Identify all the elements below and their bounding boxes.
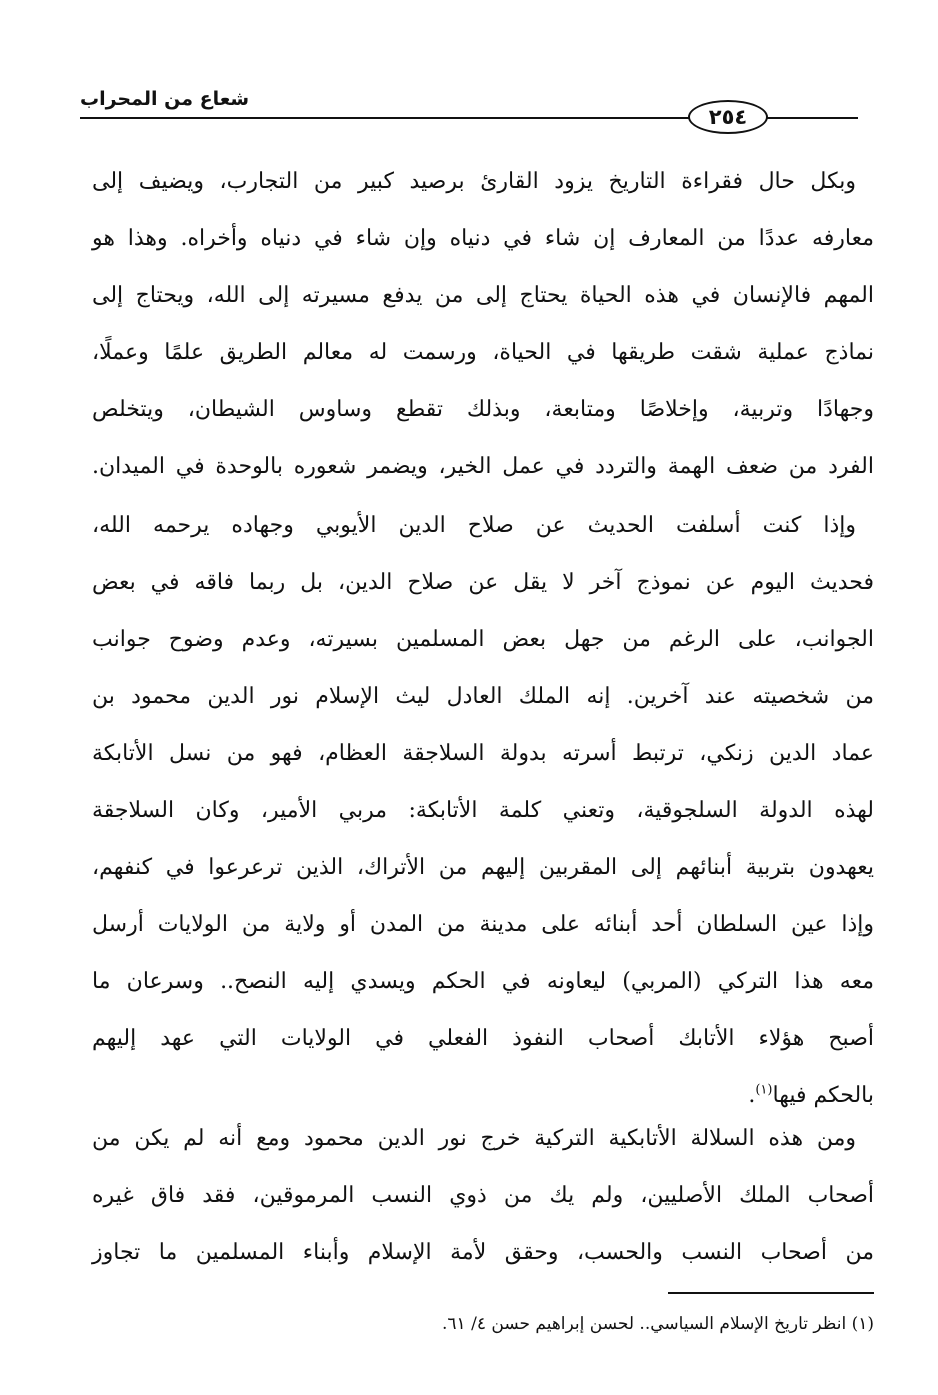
text-line: نماذج عملية شقت طريقها في الحياة، ورسمت له معالم الطريق علمًا وعملًا،	[92, 340, 874, 365]
paragraph-1	[92, 153, 874, 495]
text-line: ومن هذه السلالة الأتابكية التركية خرج نور الدين محمود ومع أنه لم يكن من	[92, 1126, 856, 1151]
text-line: فحديث اليوم عن نموذج آخر لا يقل عن صلاح الدين، بل ربما فاقه في بعض	[92, 570, 874, 595]
sentence-end: .	[748, 1083, 756, 1108]
footnote-rule	[668, 1292, 874, 1294]
text-line: من شخصيته عند آخرين. إنه الملك العادل ليث الإسلام نور الدين محمود بن	[92, 684, 874, 709]
paragraph-2	[92, 497, 874, 1124]
text-line: وإذا عين السلطان أحد أبنائه على مدينة من المدن أو ولاية من الولايات أرسل	[92, 912, 875, 937]
text-line: أصبح هؤلاء الأتابك أصحاب النفوذ الفعلي في الولايات التي عهد إليهم	[92, 1026, 874, 1051]
text-line: يعهدون بتربية أبنائهم إلى المقربين إليهم من الأتراك، الذين ترعرعوا في كنفهم،	[92, 855, 874, 880]
text-line-content: بالحكم فيها	[772, 1083, 874, 1108]
footnote-marker: (١)	[755, 1082, 773, 1098]
page-number-badge	[688, 100, 768, 134]
paragraph-3	[92, 1110, 874, 1281]
footnote: (١) انظر تاريخ الإسلام السياسي.. لحسن إبراهيم حسن ٤/ ٦١.	[442, 1314, 874, 1334]
text-line: عماد الدين زنكي، ترتبط أسرته بدولة السلاجقة العظام، فهو من نسل الأتابكة	[92, 741, 874, 766]
text-line: معه هذا التركي (المربي) ليعاونه في الحكم ويسدي إليه النصح.. وسرعان ما	[92, 969, 874, 994]
text-line: من أصحاب النسب والحسب، وحقق لأمة الإسلام وأبناء المسلمين ما تجاوز	[92, 1240, 874, 1265]
text-line: لهذه الدولة السلجوقية، وتعني كلمة الأتابكة: مربي الأمير، وكان السلاجقة	[92, 798, 874, 823]
text-line: وبكل حال فقراءة التاريخ يزود القارئ برصيد كبير من التجارب، ويضيف إلى	[92, 169, 856, 194]
text-line: معارفه عددًا من المعارف إن شاء في دنياه وإن شاء في دنياه وأخراه. وهذا هو	[92, 226, 874, 251]
text-line: المهم فالإنسان في هذه الحياة يحتاج إلى من يدفع مسيرته إلى الله، ويحتاج إلى	[92, 283, 874, 308]
text-line: وإذا كنت أسلفت الحديث عن صلاح الدين الأيوبي وجهاده يرحمه الله،	[92, 513, 856, 538]
text-line: أصحاب الملك الأصليين، ولم يك من ذوي النسب المرموقين، فقد فاق غيره	[92, 1183, 874, 1208]
text-line: وجهادًا وتربية، وإخلاصًا ومتابعة، وبذلك تقطع وساوس الشيطان، ويتخلص	[92, 397, 874, 422]
text-line: الجوانب، على الرغم من جهل بعض المسلمين بسيرته، وعدم وضوح جوانب	[92, 627, 874, 652]
page-number: ٢٥٤	[708, 105, 748, 129]
text-line: الفرد من ضعف الهمة والتردد في عمل الخير، ويضمر شعوره بالوحدة في الميدان.	[92, 454, 874, 479]
running-title: شعاع من المحراب	[80, 88, 250, 110]
